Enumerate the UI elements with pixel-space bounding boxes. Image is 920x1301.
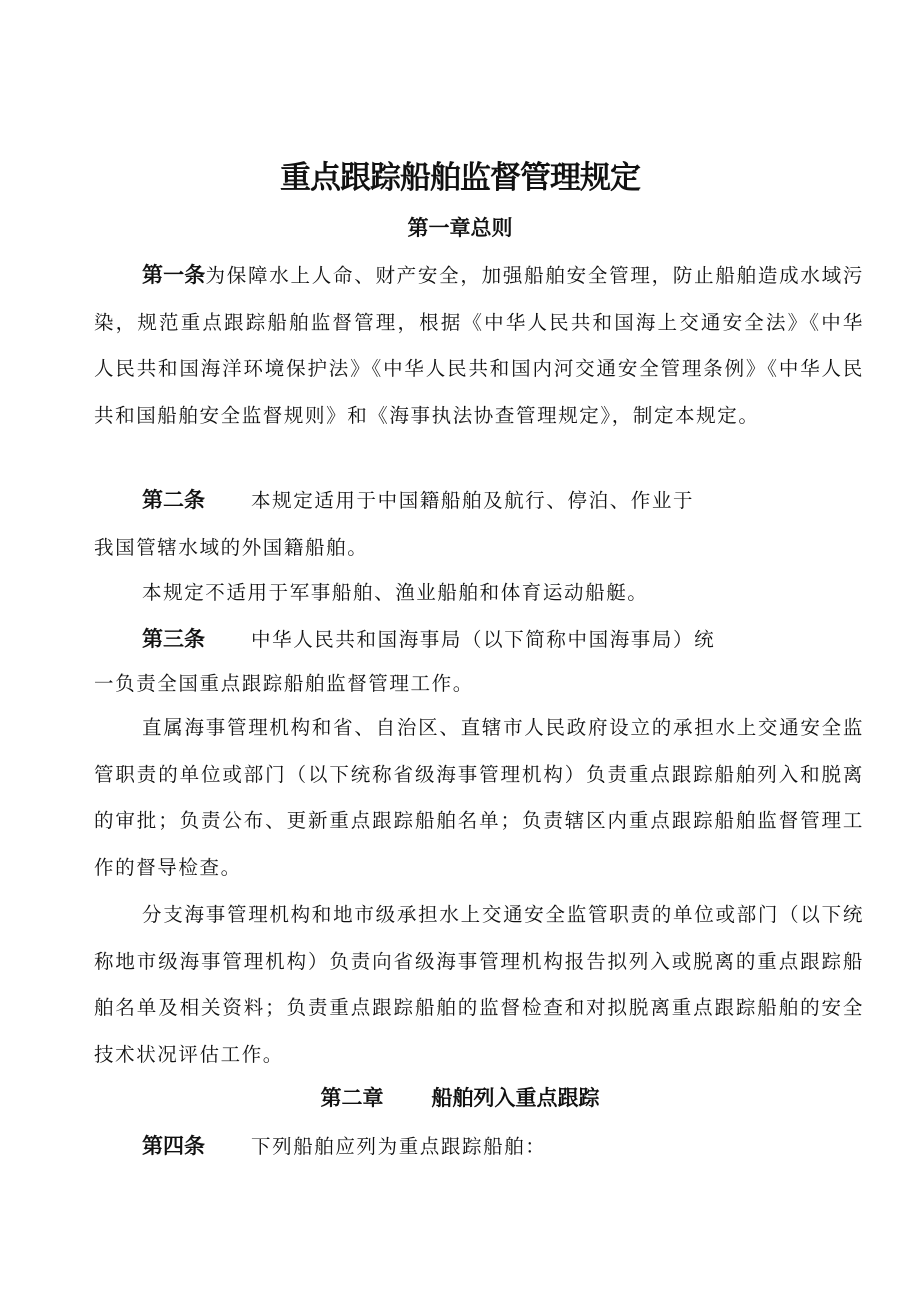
article-1-text: 为保障水上人命、财产安全，加强船舶安全管理，防止船舶造成水域污染，规范重点跟踪船舶监督管理，根据《中华人民共和国海上交通安全法》《中华人民共和国海洋环境保护法》《中华人民共和国内河交通安全管理条例》《中华人民共和国船舶安全监督规则》和《海事执法协查管理规定》，制定本规定。 bbox=[94, 264, 864, 427]
article-4-line bbox=[142, 1128, 546, 1165]
chapter-2-number: 第二章 bbox=[320, 1086, 384, 1110]
document-title: 重点跟踪船舶监督管理规定 bbox=[280, 160, 640, 196]
article-2-paragraph-2: 本规定不适用于军事船舶、渔业船舶和体育运动船艇。 bbox=[142, 581, 649, 604]
article-3-text-1: 中华人民共和国海事局（以下简称中国海事局）统 bbox=[251, 628, 716, 651]
article-3-line-1 bbox=[142, 621, 715, 658]
article-2-label: 第二条 bbox=[142, 488, 205, 512]
article-4-label: 第四条 bbox=[142, 1134, 205, 1158]
chapter-2-heading bbox=[0, 1082, 920, 1114]
article-3-line-2: 一负责全国重点跟踪船舶监督管理工作。 bbox=[94, 672, 474, 695]
chapter-2-title: 船舶列入重点跟踪 bbox=[431, 1086, 600, 1110]
article-3-paragraph-3: 分支海事管理机构和地市级承担水上交通安全监管职责的单位或部门（以下统称地市级海事管理机构）负责向省级海事管理机构报告拟列入或脱离的重点跟踪船舶名单及相关资料；负责重点跟踪船舶的监督检查和对拟脱离重点跟踪船舶的安全技术状况评估工作。 bbox=[94, 903, 864, 1066]
article-2-text-1: 本规定适用于中国籍船舶及航行、停泊、作业于 bbox=[251, 489, 695, 512]
article-1-label: 第一条 bbox=[142, 263, 206, 287]
article-2-line-1 bbox=[142, 482, 694, 519]
article-3-label: 第三条 bbox=[142, 627, 205, 651]
article-3-paragraph-2: 直属海事管理机构和省、自治区、直辖市人民政府设立的承担水上交通安全监管职责的单位或部门（以下统称省级海事管理机构）负责重点跟踪船舶列入和脱离的审批；负责公布、更新重点跟踪船舶名单；负责辖区内重点跟踪船舶监督管理工作的督导检查。 bbox=[94, 716, 864, 879]
article-2-line-2: 我国管辖水域的外国籍船舶。 bbox=[94, 536, 369, 559]
chapter-1-heading: 第一章总则 bbox=[407, 216, 513, 240]
article-4-text: 下列船舶应列为重点跟踪船舶： bbox=[251, 1135, 547, 1158]
article-1 bbox=[94, 252, 864, 439]
